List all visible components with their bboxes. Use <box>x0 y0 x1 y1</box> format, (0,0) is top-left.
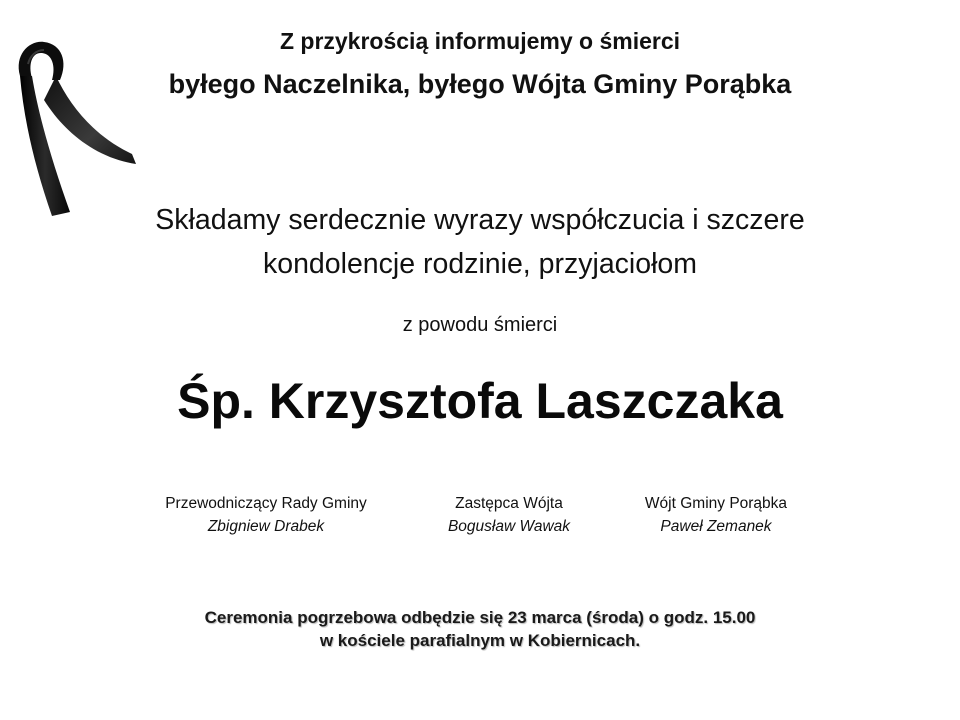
reason-text: z powodu śmierci <box>402 314 558 336</box>
signatory-title: Przewodniczący Rady Gminy <box>165 495 367 512</box>
signatory-title: Zastępca Wójta <box>455 495 563 512</box>
signatory-mayor <box>610 492 822 538</box>
signatory-deputy-mayor <box>400 492 618 538</box>
signatory-title: Wójt Gminy Porąbka <box>644 495 788 512</box>
ceremony-line-2: w kościele parafialnym w Kobiernicach. <box>319 631 641 650</box>
deceased-name: Śp. Krzysztofa Laszczaka <box>177 373 783 429</box>
signatory-name: Bogusław Wawak <box>447 518 571 535</box>
signatory-name: Zbigniew Drabek <box>207 518 325 535</box>
signatory-name: Paweł Zemanek <box>660 518 772 535</box>
header-line-1: Z przykrością informujemy o śmierci <box>279 28 681 54</box>
condolence-line-1: Składamy serdecznie wyrazy współczucia i szczere <box>155 204 805 236</box>
signatory-council-chairman <box>140 492 392 538</box>
ceremony-info <box>60 606 900 652</box>
ceremony-line-1: Ceremonia pogrzebowa odbędzie się 23 marca (środa) o godz. 15.00 <box>204 608 756 627</box>
condolence-message <box>60 198 900 286</box>
header-line-2: byłego Naczelnika, byłego Wójta Gminy Porąbka <box>168 69 792 99</box>
condolence-line-2: kondolencje rodzinie, przyjaciołom <box>262 248 698 280</box>
